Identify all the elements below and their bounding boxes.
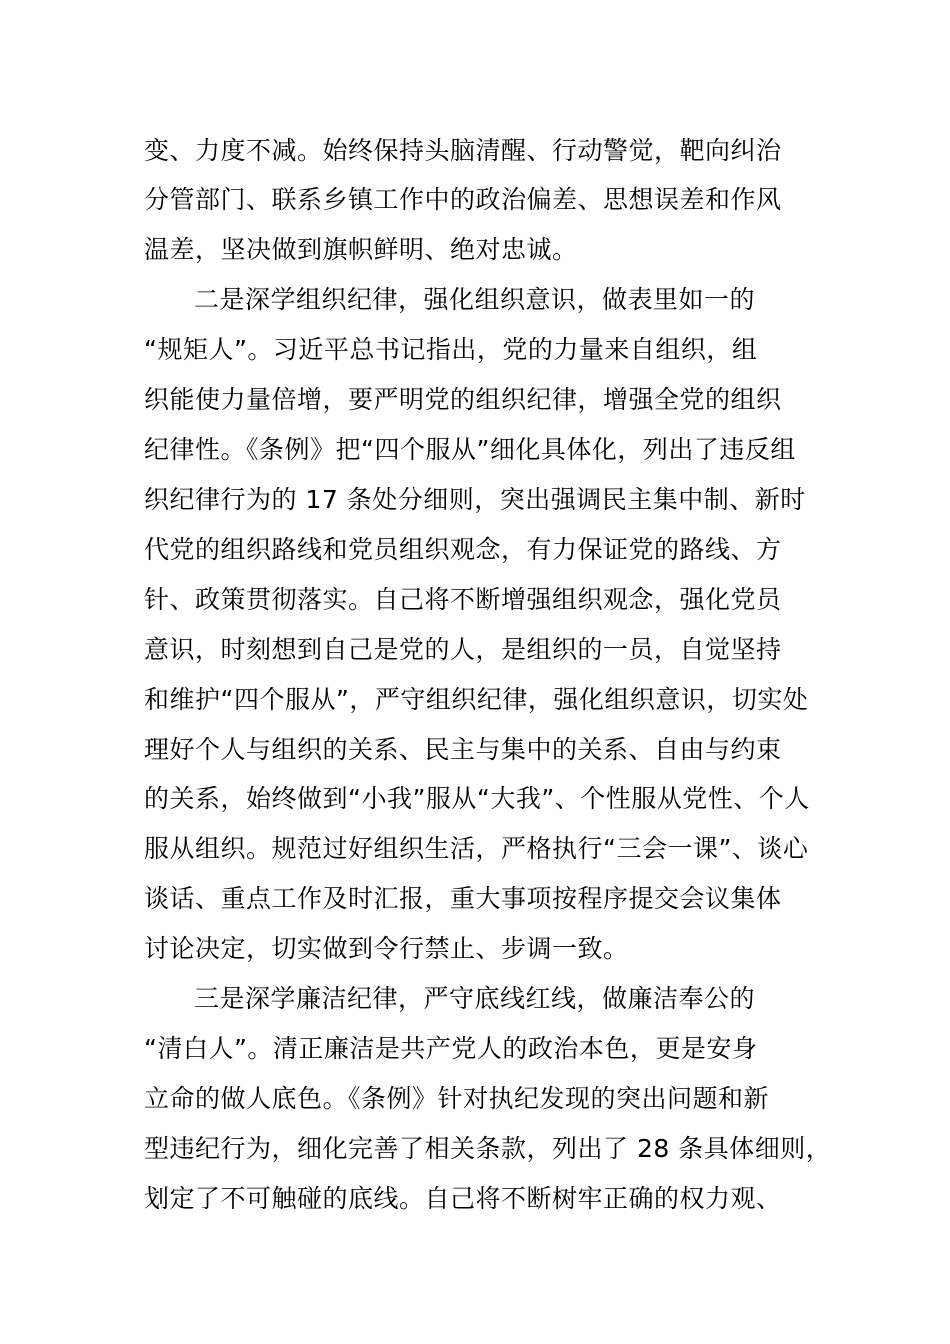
text-line: 温差，坚决做到旗帜鲜明、绝对忠诚。 (144, 235, 578, 264)
text-line: 织纪律行为的 17 条处分细则，突出强调民主集中制、新时 (144, 485, 806, 514)
paragraph-heading-line: 三是深学廉洁纪律，严守底线红线，做廉洁奉公的 (194, 984, 756, 1013)
text-line: 分管部门、联系乡镇工作中的政治偏差、思想误差和作风 (144, 185, 782, 214)
text-line: “规矩人”。习近平总书记指出，党的力量来自组织，组 (144, 335, 758, 364)
text-line: 的关系，始终做到“小我”服从“大我”、个性服从党性、个人 (144, 784, 810, 813)
text-line: 意识，时刻想到自己是党的人，是组织的一员，自觉坚持 (144, 635, 782, 664)
text-line: 织能使力量倍增，要严明党的组织纪律，增强全党的组织 (144, 385, 782, 414)
text-line: 纪律性。《条例》把“四个服从”细化具体化，列出了违反组 (144, 435, 796, 464)
text-line: “清白人”。清正廉洁是共产党人的政治本色，更是安身 (144, 1034, 758, 1063)
text-line: 服从组织。规范过好组织生活，严格执行“三会一课”、谈心 (144, 834, 809, 863)
text-line: 划定了不可触碰的底线。自己将不断树牢正确的权力观、 (144, 1184, 782, 1213)
text-line: 型违纪行为，细化完善了相关条款，列出了 28 条具体细则， (144, 1134, 832, 1163)
text-line: 立命的做人底色。《条例》针对执纪发现的突出问题和新 (144, 1084, 770, 1113)
text-line: 针、政策贯彻落实。自己将不断增强组织观念，强化党员 (144, 585, 782, 614)
text-line: 变、力度不减。始终保持头脑清醒、行动警觉，靶向纠治 (144, 136, 782, 165)
text-line: 理好个人与组织的关系、民主与集中的关系、自由与约束 (144, 735, 782, 764)
text-line: 谈话、重点工作及时汇报，重大事项按程序提交会议集体 (144, 884, 782, 913)
text-line: 讨论决定，切实做到令行禁止、步调一致。 (144, 934, 629, 963)
paragraph-heading-line: 二是深学组织纪律，强化组织意识，做表里如一的 (194, 285, 756, 314)
text-line: 代党的组织路线和党员组织观念，有力保证党的路线、方 (144, 535, 782, 564)
text-line: 和维护“四个服从”，严守组织纪律，强化组织意识，切实处 (144, 685, 809, 714)
